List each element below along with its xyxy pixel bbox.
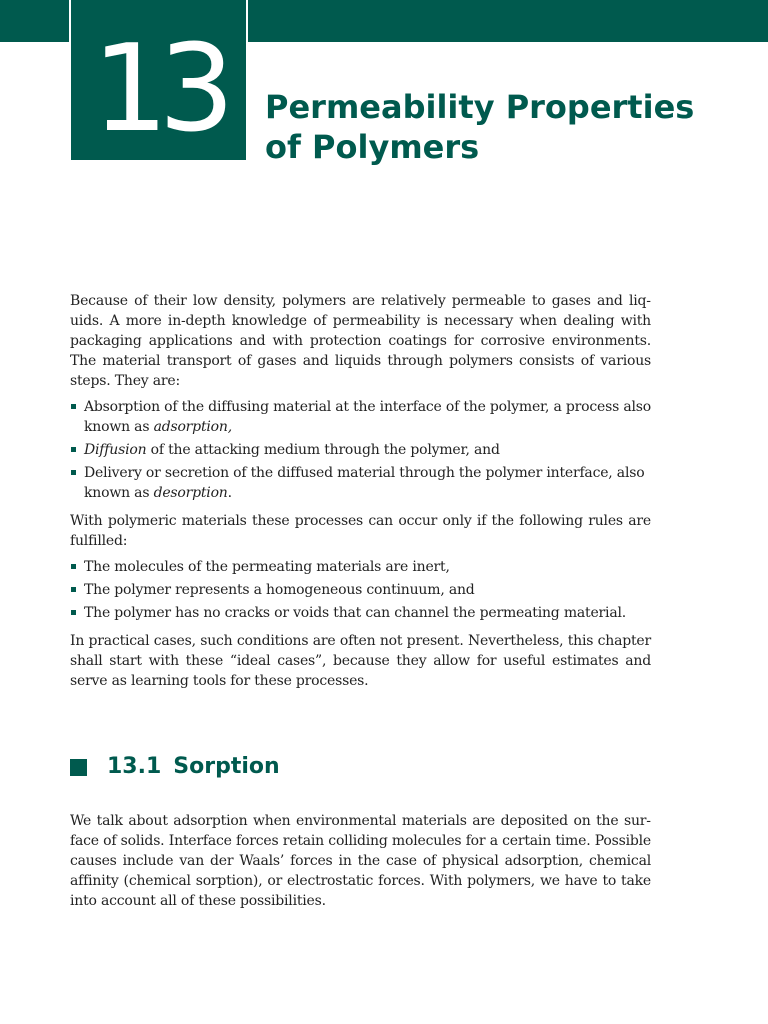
step-3-emphasis: desorption: [153, 485, 228, 501]
step-1-emphasis: adsorption,: [153, 419, 232, 435]
list-item: The molecules of the permeating materials are inert,: [70, 557, 651, 577]
chapter-title-line-2: of Polymers: [265, 128, 480, 166]
rules-list: [70, 557, 651, 623]
section-square-icon: [70, 759, 87, 776]
step-3-text: Delivery or secretion of the diffused material through the polymer interface, also known as: [84, 465, 645, 501]
list-item: The polymer has no cracks or voids that can channel the permeating material.: [70, 603, 651, 623]
section-paragraph: We talk about adsorption when environmental materials are deposited on the surface of solids. Interface forces retain colliding molecules for a certain time. Possible causes include van der Waals’ forces in the case of physical adsorption, chemical affinity (chemical sorption), or electrostatic forces. With polymers, we have to take into account all of these possibilities.: [70, 813, 651, 909]
intro-paragraph-3: In practical cases, such conditions are often not present. Nevertheless, this chapter shall start with these “ideal cases”, because they allow for useful estimates and serve as learning tools for these processes.: [70, 633, 651, 689]
chapter-number: 13: [92, 20, 225, 159]
step-3-end: .: [227, 485, 232, 501]
section-title: Sorption: [173, 754, 280, 779]
step-2-text: of the attacking medium through the polymer, and: [146, 442, 500, 458]
chapter-title: [265, 87, 745, 167]
list-item: [70, 440, 651, 460]
chapter-title-line-1: Permeability Properties: [265, 88, 695, 126]
list-item: [70, 397, 651, 437]
section-number: 13.1: [107, 754, 162, 779]
intro-paragraph-1: Because of their low density, polymers are relatively permeable to gases and liquids. A more in-depth knowledge of permeability is necessary when dealing with packaging applications and with protection coatings for corrosive environments. The material transport of gases and liquids through polymers consists of various steps. They are:: [70, 293, 651, 389]
section-heading: [70, 752, 280, 782]
list-item: [70, 463, 651, 503]
step-1-text: Absorption of the diffusing material at the interface of the polymer, a process also known as: [84, 399, 651, 435]
step-2-emphasis: Diffusion: [84, 442, 147, 458]
intro-content: [70, 291, 651, 691]
header-bar-right: [248, 0, 768, 42]
list-item: The polymer represents a homogeneous continuum, and: [70, 580, 651, 600]
header-bar-left: [0, 0, 69, 42]
chapter-number-box: [71, 0, 246, 160]
intro-paragraph-2: With polymeric materials these processes can occur only if the following rules are fulfilled:: [70, 513, 651, 549]
steps-list: [70, 397, 651, 503]
section-content: [70, 811, 651, 911]
